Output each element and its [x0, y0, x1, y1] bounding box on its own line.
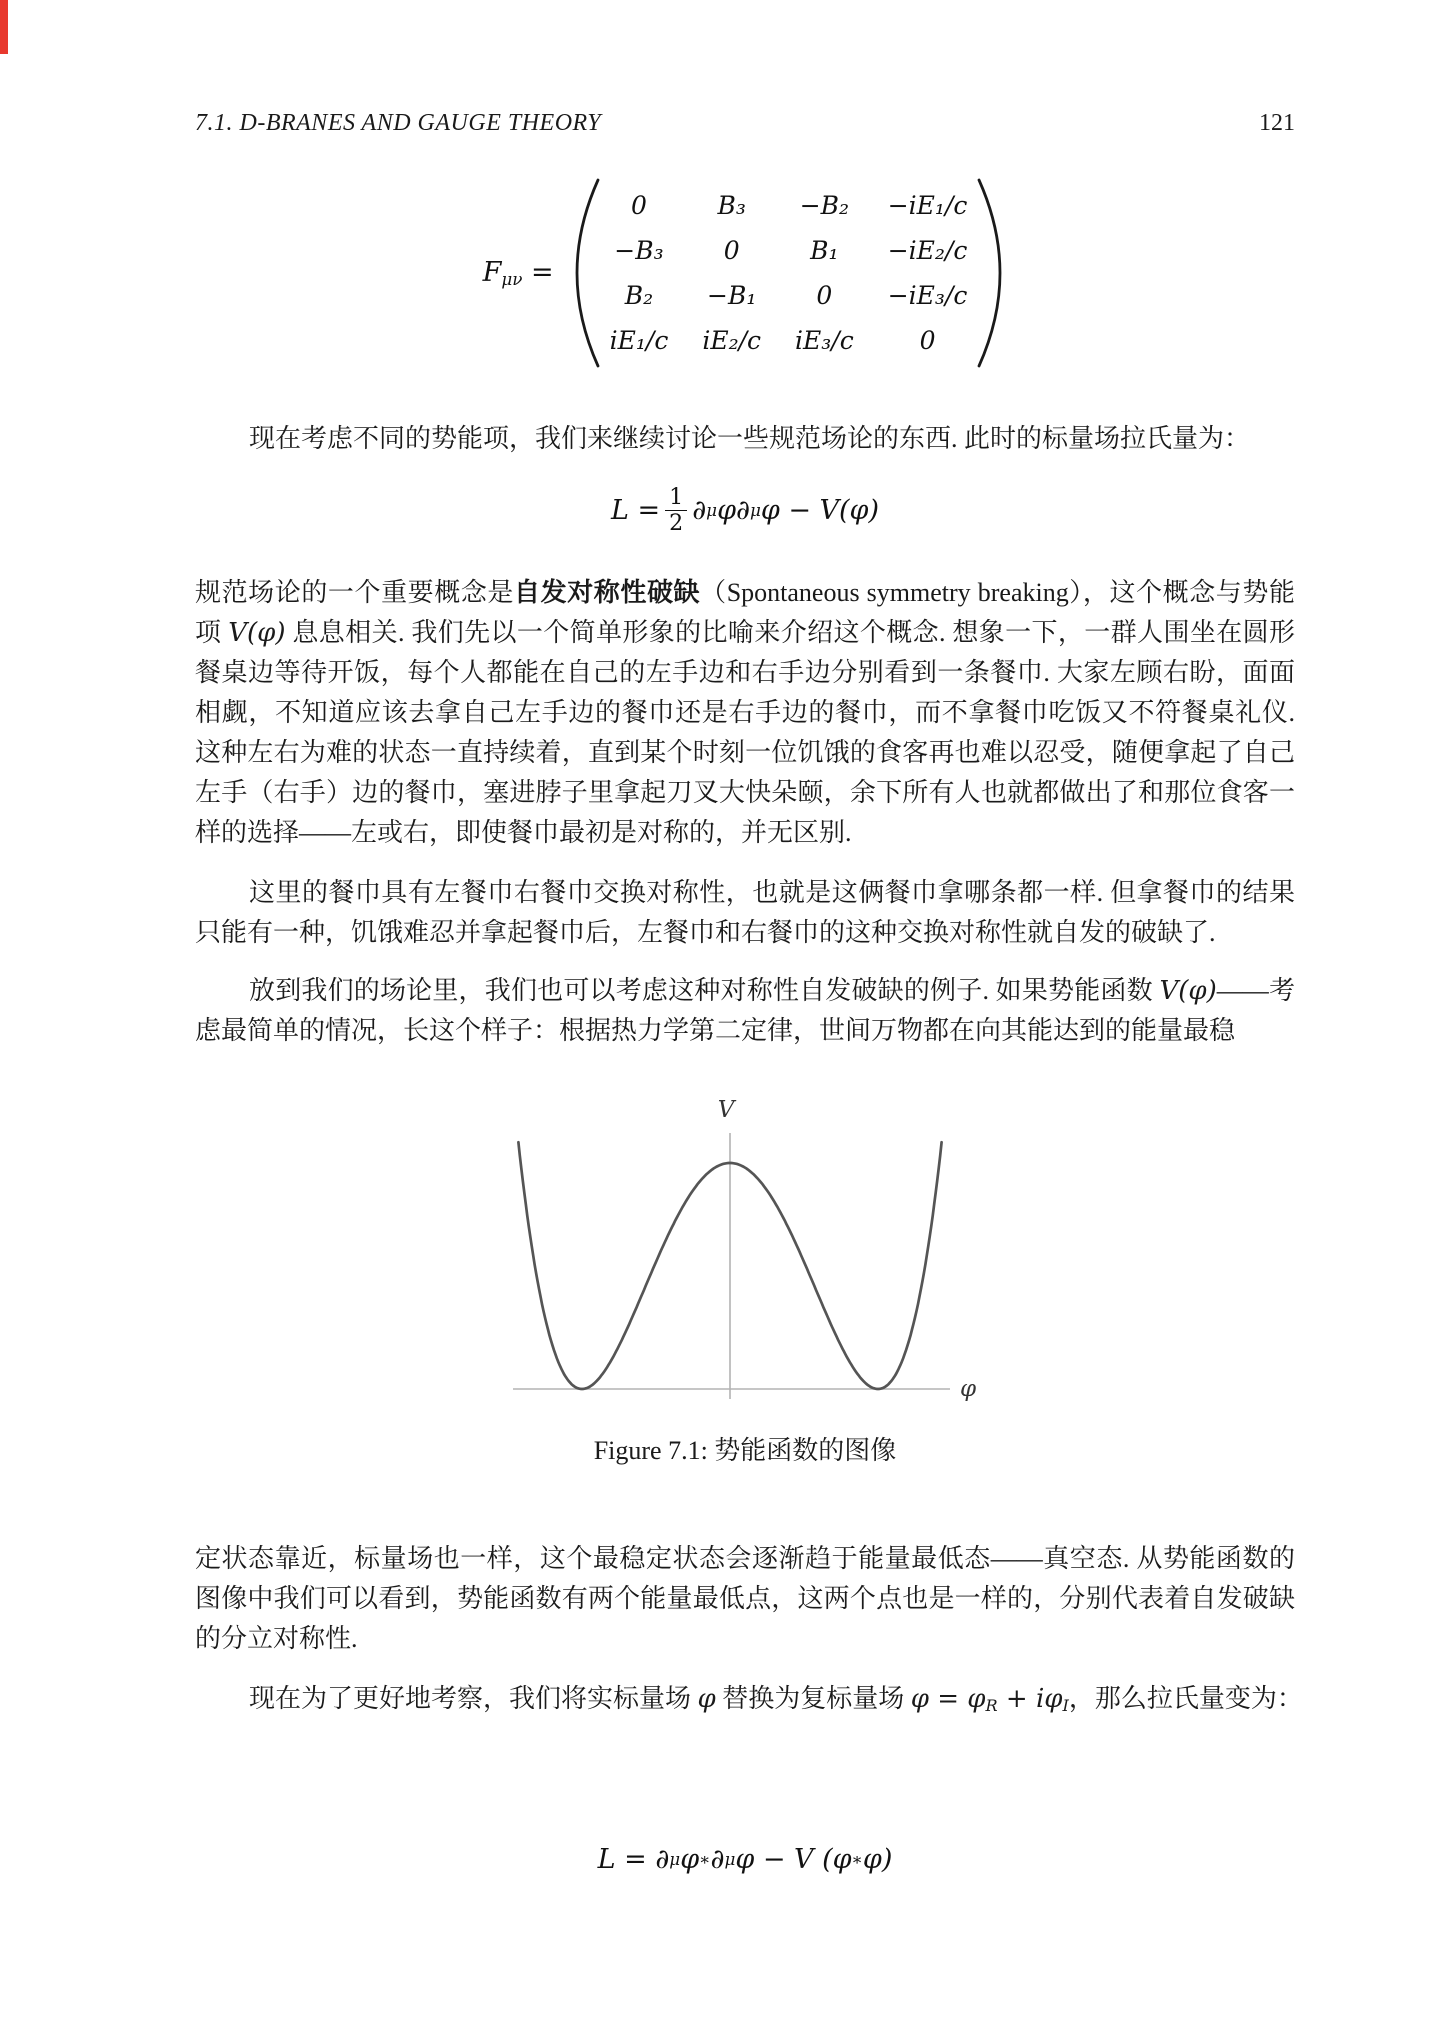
matrix-cell: B₂	[624, 281, 654, 310]
matrix-cell: −B₁	[707, 281, 757, 310]
figure-caption: Figure 7.1: 势能函数的图像	[593, 1435, 897, 1465]
paragraph-complex-field: 现在为了更好地考察，我们将实标量场 φ 替换为复标量场 $\varphi = \varphi_R + i\varphi_I$，那么拉氏量变为：	[249, 1683, 1303, 1715]
field-tensor-matrix	[610, 183, 968, 363]
left-paren	[570, 175, 604, 371]
inline-math-complex-phi: $\varphi = \varphi_R + i\varphi_I$	[910, 1683, 1069, 1715]
matrix-cell: B₃	[717, 191, 746, 220]
ssb-term-bold: 自发对称性破缺	[514, 576, 701, 607]
matrix-cell: B₁	[810, 236, 839, 265]
matrix-cell: −B₂	[799, 191, 850, 220]
matrix-cell: −iE₂/c	[887, 236, 968, 265]
inline-math-phi: φ	[697, 1683, 716, 1714]
section-title: 7.1. D-BRANES AND GAUGE THEORY	[195, 110, 602, 136]
paragraph-ssb-analogy: 规范场论的一个重要概念是自发对称性破缺（Spontaneous symmetry breaking），这个概念与势能项 V(φ) 息息相关. 我们先以一个简单形象的比喻来介绍这个概念. 想象一下，一群人围坐在圆形餐桌边等待开饭，每个人都能在自己的左手边和右手边分别看到一条餐巾. 大家左顾右盼，面面相觑，不知道应该去拿自己左手边的餐巾还是右手边的餐巾，而不拿餐巾吃饭又不符餐桌礼仪. 这种左右为难的状态一直持续着，直到某个时刻一位饥饿的食客再也难以忍受，随便拿起了自己左手（右手）边的餐巾，塞进脖子里拿起刀叉大快朵颐，余下所有人也就都做出了和那位食客一样的选择——左或右，即使餐巾最初是对称的，并无区别.	[195, 576, 1295, 847]
page-header	[195, 110, 1295, 137]
matrix-cell: iE₁/c	[609, 326, 669, 355]
potential-plot	[510, 1093, 980, 1408]
inline-math-V-phi: V(φ)	[228, 617, 286, 648]
matrix-cell: −iE₁/c	[887, 191, 968, 220]
v-axis-label: V	[717, 1096, 735, 1123]
paragraph-intro-lagrangian: 现在考虑不同的势能项，我们来继续讨论一些规范场论的东西. 此时的标量场拉氏量为：	[249, 424, 1251, 453]
page-number: 121	[1259, 110, 1295, 136]
red-bookmark-mark	[0, 0, 8, 54]
matrix-cell: iE₃/c	[795, 326, 854, 355]
equation-lagrangian-complex: L = ∂ μ φ ∗ ∂ μ φ − V (φ ∗ φ)	[597, 1843, 893, 1875]
right-paren	[973, 175, 1007, 371]
matrix-cell: iE₂/c	[702, 326, 762, 355]
inline-math-V-phi: V(φ)	[1159, 975, 1217, 1006]
matrix-cell: 0	[631, 191, 647, 220]
paragraph-vacuum-state: 定状态靠近，标量场也一样，这个最稳定状态会逐渐趋于能量最低态——真空态. 从势能函数的图像中我们可以看到，势能函数有两个能量最低点，这两个点也是一样的，分别代表着自发破缺的分立对称性.	[195, 1543, 1295, 1653]
paragraph-napkin-symmetry: 这里的餐巾具有左餐巾右餐巾交换对称性，也就是这俩餐巾拿哪条都一样. 但拿餐巾的结果只能有一种，饥饿难忍并拿起餐巾后，左餐巾和右餐巾的这种交换对称性就自发的破缺了.	[195, 877, 1295, 947]
figure-potential	[195, 1093, 1295, 1467]
matrix-cell: −iE₃/c	[887, 281, 968, 310]
fraction-one-half: $\frac{1}{2}$	[665, 485, 687, 536]
field-tensor-lhs: $F_{\mu\nu}$ =	[482, 256, 554, 290]
paragraph-field-theory-example: 放到我们的场论里，我们也可以考虑这种对称性自发破缺的例子. 如果势能函数 V(φ)——考虑最简单的情况，长这个样子：根据热力学第二定律，世间万物都在向其能达到的能量最稳	[195, 975, 1295, 1045]
matrix-cell: 0	[919, 326, 936, 355]
field-tensor-wrap	[483, 175, 1008, 371]
text-column	[195, 0, 1303, 1875]
matrix-cell: −B₃	[614, 236, 664, 265]
phi-axis-label: φ	[960, 1375, 977, 1402]
matrix-cell: 0	[816, 281, 833, 310]
equation-field-tensor	[195, 175, 1295, 371]
equation-lagrangian-real: L = $\frac{1}{2}$ ∂ μ φ∂ μ φ − V(φ)	[610, 484, 879, 536]
matrix-cell: 0	[723, 236, 740, 265]
